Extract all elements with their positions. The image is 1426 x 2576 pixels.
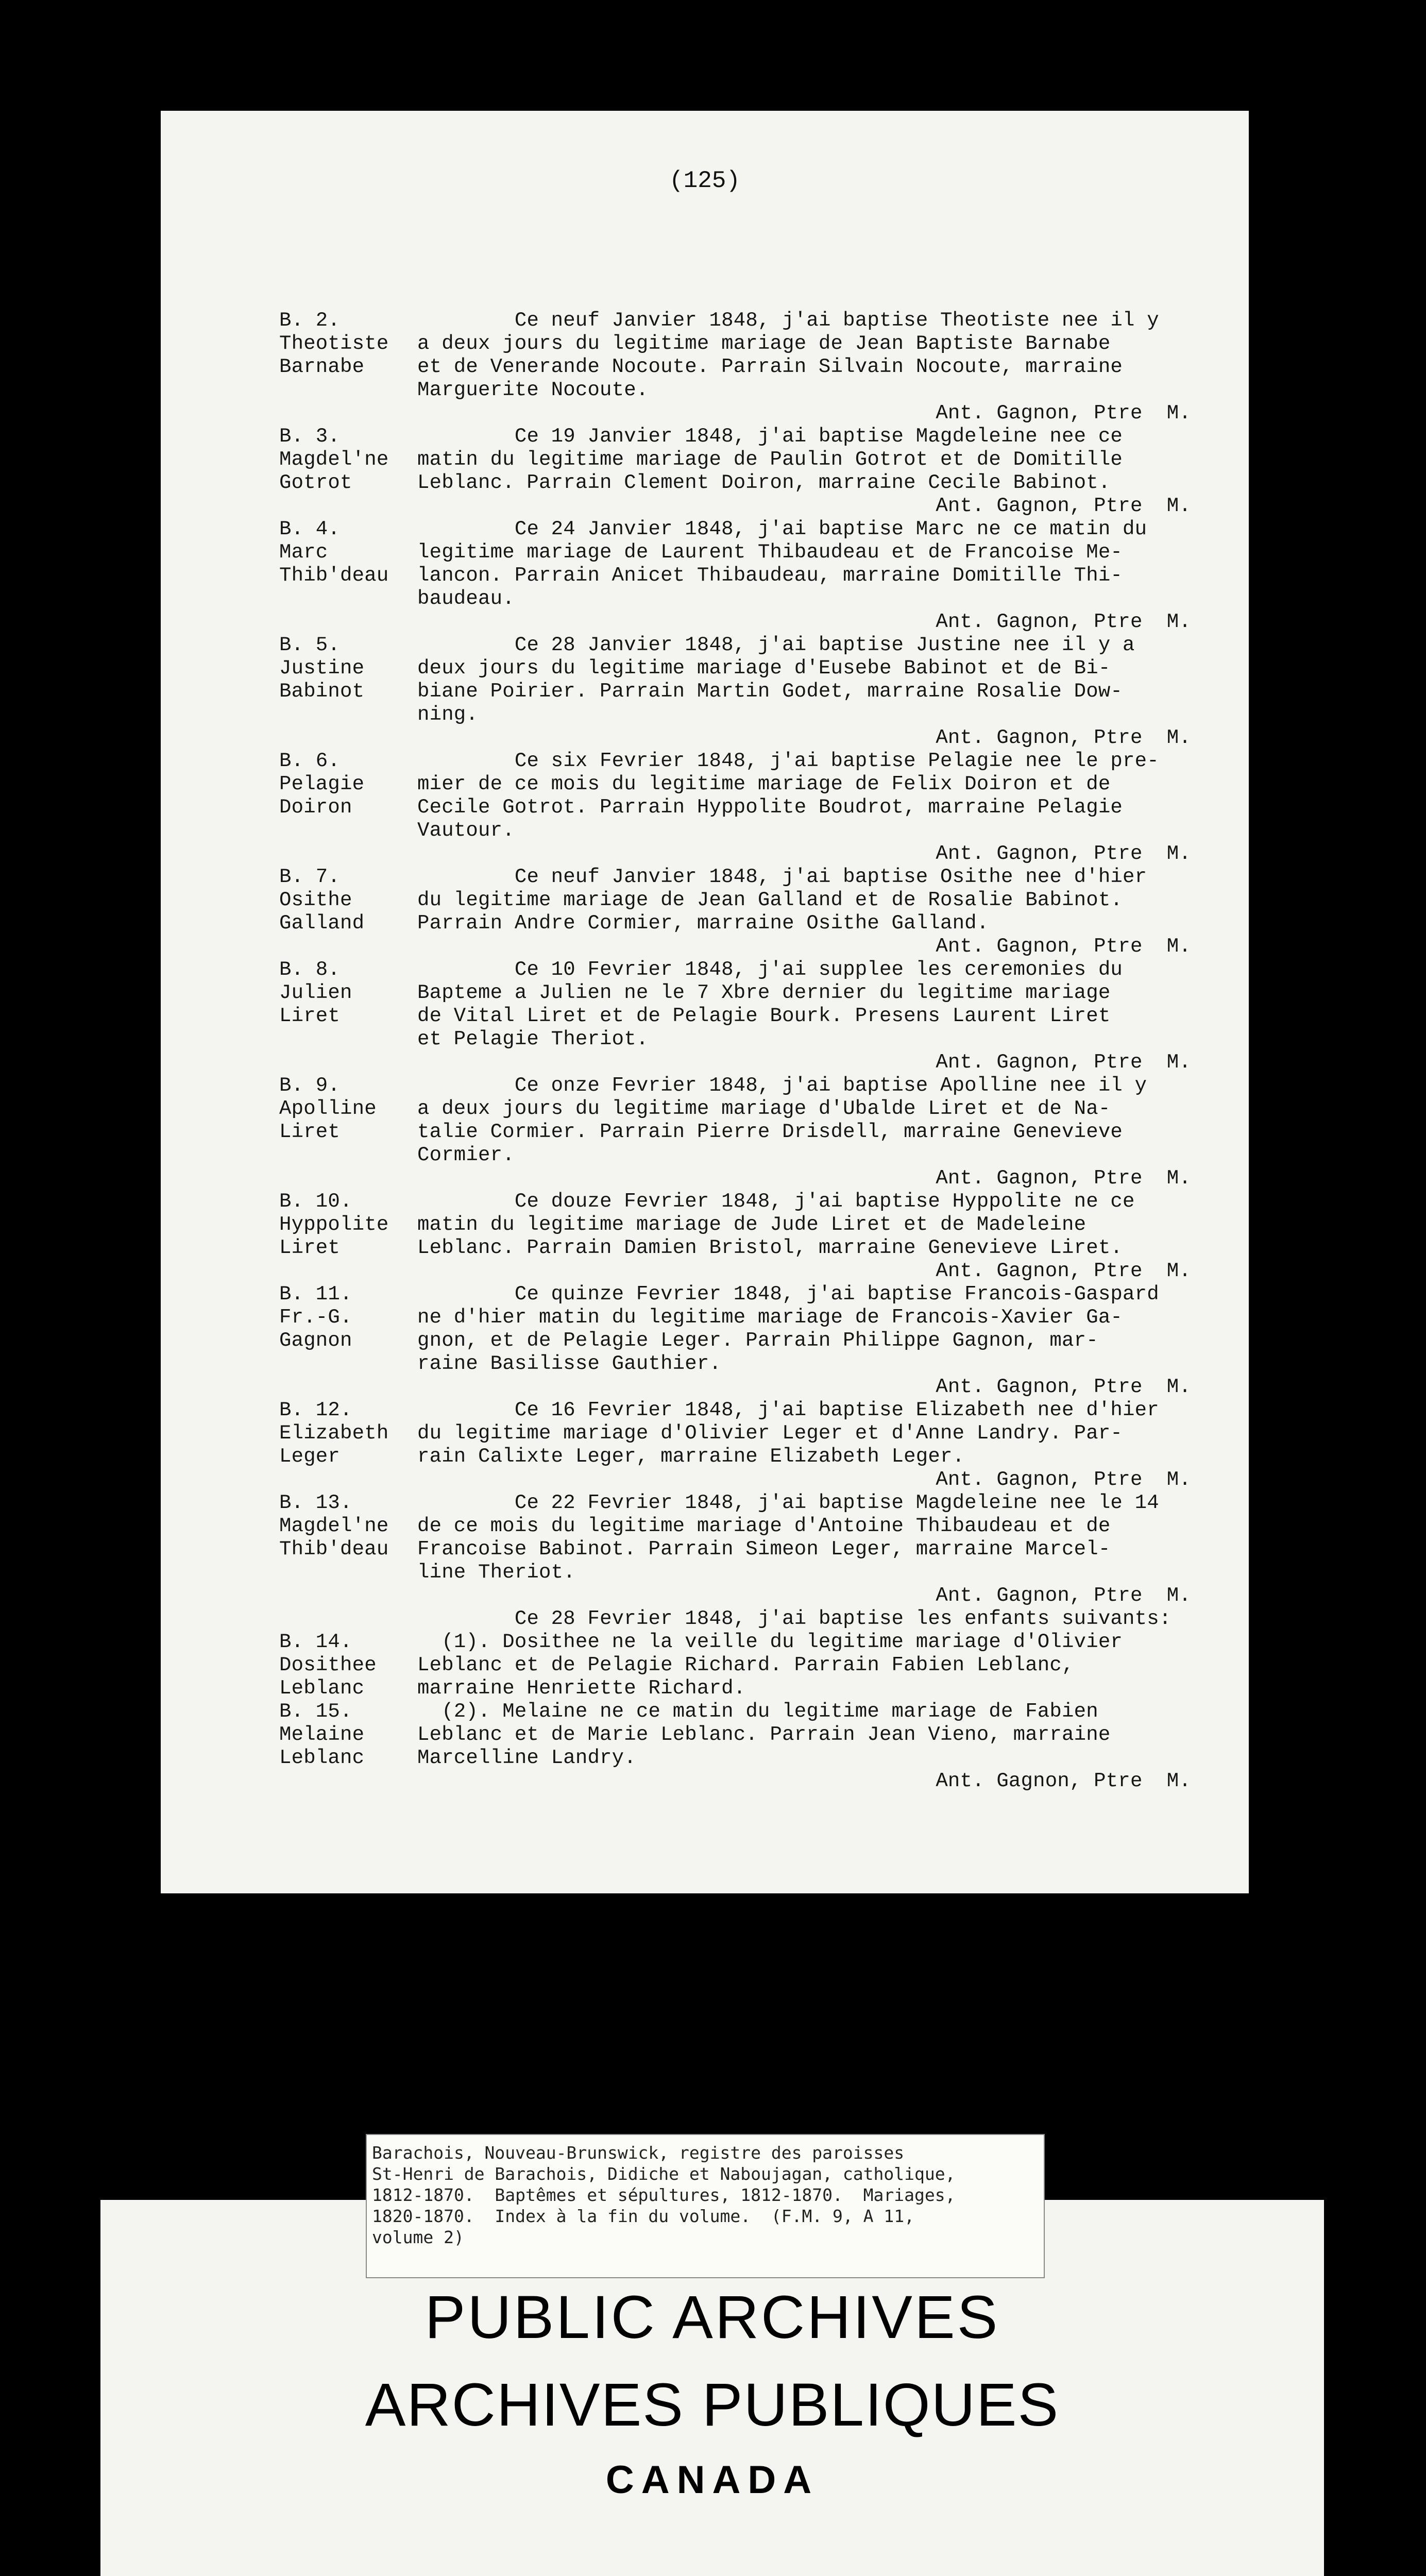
entry-signature: Ant. Gagnon, Ptre M. <box>936 1468 1191 1491</box>
entry-signature: Ant. Gagnon, Ptre M. <box>936 1167 1191 1190</box>
entry-text: Ce neuf Janvier 1848, j'ai baptise Osithe nee d'hier du legitime mariage de Jean Galland et de Rosalie Babinot. Parrain Andre Cormier, marraine Osithe Galland. <box>417 866 1147 935</box>
entry-text: Ce 10 Fevrier 1848, j'ai supplee les ceremonies du Bapteme a Julien ne le 7 Xbre dernier du legitime mariage de Vital Liret et de Pelagie Bourk. Presens Laurent Liret et Pelagie Theriot. <box>417 958 1123 1050</box>
entry-margin-note: B. 10. Hyppolite Liret <box>279 1190 389 1259</box>
entry-text: Ce 16 Fevrier 1848, j'ai baptise Elizabeth nee d'hier du legitime mariage d'Olivier Leger et d'Anne Landry. Par- rain Calixte Leger, marraine Elizabeth Leger. <box>417 1399 1159 1468</box>
entry-text: (2). Melaine ne ce matin du legitime mariage de Fabien Leblanc et de Marie Leblanc. Parrain Jean Vieno, marraine Marcelline Landry. <box>417 1700 1111 1769</box>
entry-margin-note: B. 15. Melaine Leblanc <box>279 1700 365 1769</box>
page-number: (125) <box>669 167 741 194</box>
baptism-entry <box>279 958 1232 1051</box>
entry-margin-note: B. 11. Fr.-G. Gagnon <box>279 1283 352 1352</box>
baptism-entry <box>279 425 1232 495</box>
entry-margin-note: B. 13. Magdel'ne Thib'deau <box>279 1492 389 1561</box>
register-page <box>161 111 1249 1893</box>
entry-text: Ce 28 Janvier 1848, j'ai baptise Justine nee il y a deux jours du legitime mariage d'Eusebe Babinot et de Bi- biane Poirier. Parrain Martin Godet, marraine Rosalie Dow- ning. <box>417 634 1135 726</box>
entry-margin-note: B. 2. Theotiste Barnabe <box>279 309 389 378</box>
entry-margin-note: B. 9. Apolline Liret <box>279 1074 377 1143</box>
entry-text: (1). Dosithee ne la veille du legitime mariage d'Olivier Leblanc et de Pelagie Richard. Parrain Fabien Leblanc, marraine Henriette Richard. <box>417 1631 1123 1700</box>
entry-margin-note: B. 4. Marc Thib'deau <box>279 518 389 587</box>
entry-signature: Ant. Gagnon, Ptre M. <box>936 1051 1191 1074</box>
baptism-entry <box>279 866 1232 935</box>
baptism-entries <box>279 309 1232 1793</box>
baptism-entry <box>279 1190 1232 1260</box>
baptism-entry <box>279 309 1232 402</box>
baptism-entry <box>279 1074 1232 1167</box>
entry-margin-note: B. 7. Osithe Galland <box>279 866 365 935</box>
entry-signature: Ant. Gagnon, Ptre M. <box>936 1376 1191 1398</box>
archives-line-english: PUBLIC ARCHIVES <box>425 2283 1000 2351</box>
entry-text: Ce 19 Janvier 1848, j'ai baptise Magdeleine nee ce matin du legitime mariage de Paulin Gotrot et de Domitille Leblanc. Parrain Clement Doiron, marraine Cecile Babinot. <box>417 425 1123 494</box>
entry-margin-note: B. 12. Elizabeth Leger <box>279 1399 389 1468</box>
baptism-entry <box>279 1399 1232 1468</box>
baptism-entry <box>279 518 1232 611</box>
entry-signature: Ant. Gagnon, Ptre M. <box>936 402 1191 425</box>
entry-margin-note: B. 8. Julien Liret <box>279 958 352 1027</box>
entry-text: Ce 22 Fevrier 1848, j'ai baptise Magdeleine nee le 14 de ce mois du legitime mariage d'Antoine Thibaudeau et de Francoise Babinot. Parrain Simeon Leger, marraine Marcel- line Theriot. <box>417 1492 1159 1584</box>
entry-text: Ce onze Fevrier 1848, j'ai baptise Apolline nee il y a deux jours du legitime mariage d'Ubalde Liret et de Na- talie Cormier. Parrain Pierre Drisdell, marraine Genevieve Cormier. <box>417 1074 1147 1166</box>
entry-text: Ce neuf Janvier 1848, j'ai baptise Theotiste nee il y a deux jours du legitime mariage de Jean Baptiste Barnabe et de Venerande Nocoute. Parrain Silvain Nocoute, marraine Marguerite Nocoute. <box>417 309 1159 401</box>
entry-text: Ce 24 Janvier 1848, j'ai baptise Marc ne ce matin du legitime mariage de Laurent Thibaudeau et de Francoise Me- lancon. Parrain Anicet Thibaudeau, marraine Domitille Thi- baudeau. <box>417 518 1147 610</box>
baptism-entry <box>279 634 1232 726</box>
entry-signature: Ant. Gagnon, Ptre M. <box>936 1770 1191 1792</box>
archives-line-french: ARCHIVES PUBLIQUES <box>365 2371 1060 2439</box>
entry-signature: Ant. Gagnon, Ptre M. <box>936 1584 1191 1607</box>
entry-margin-note: B. 5. Justine Babinot <box>279 634 365 703</box>
entry-signature: Ant. Gagnon, Ptre M. <box>936 611 1191 633</box>
archives-country: CANADA <box>605 2458 819 2502</box>
reference-label: Barachois, Nouveau-Brunswick, registre des paroisses St-Henri de Barachois, Didiche et Naboujagan, catholique, 1812-1870. Baptêmes et sépultures, 1812-1870. Mariages, 1820-1870. Index à la fin du volume. (F.M. 9, A 11, volume 2) <box>366 2134 1045 2278</box>
entry-text: Ce six Fevrier 1848, j'ai baptise Pelagie nee le pre- mier de ce mois du legitime mariage de Felix Doiron et de Cecile Gotrot. Parrain Hyppolite Boudrot, marraine Pelagie Vautour. <box>417 750 1159 842</box>
entry-text: Ce douze Fevrier 1848, j'ai baptise Hyppolite ne ce matin du legitime mariage de Jude Liret et de Madeleine Leblanc. Parrain Damien Bristol, marraine Genevieve Liret. <box>417 1190 1135 1259</box>
entry-margin-note: B. 14. Dosithee Leblanc <box>279 1631 377 1700</box>
baptism-entry <box>279 750 1232 842</box>
entry-signature: Ant. Gagnon, Ptre M. <box>936 935 1191 958</box>
entry-signature: Ant. Gagnon, Ptre M. <box>936 726 1191 749</box>
baptism-entry <box>279 1283 1232 1376</box>
entry-signature: Ant. Gagnon, Ptre M. <box>936 1260 1191 1282</box>
final-entry-intro: Ce 28 Fevrier 1848, j'ai baptise les enfants suivants: <box>417 1607 1172 1630</box>
entry-margin-note: B. 3. Magdel'ne Gotrot <box>279 425 389 494</box>
entry-margin-note: B. 6. Pelagie Doiron <box>279 750 365 819</box>
entry-signature: Ant. Gagnon, Ptre M. <box>936 495 1191 517</box>
baptism-entry <box>279 1700 1232 1770</box>
baptism-entry <box>279 1492 1232 1584</box>
entry-text: Ce quinze Fevrier 1848, j'ai baptise Francois-Gaspard ne d'hier matin du legitime mariage de Francois-Xavier Ga- gnon, et de Pelagie Leger. Parrain Philippe Gagnon, mar- raine Basilisse Gauthier. <box>417 1283 1159 1375</box>
entry-signature: Ant. Gagnon, Ptre M. <box>936 842 1191 865</box>
baptism-entry <box>279 1631 1232 1700</box>
